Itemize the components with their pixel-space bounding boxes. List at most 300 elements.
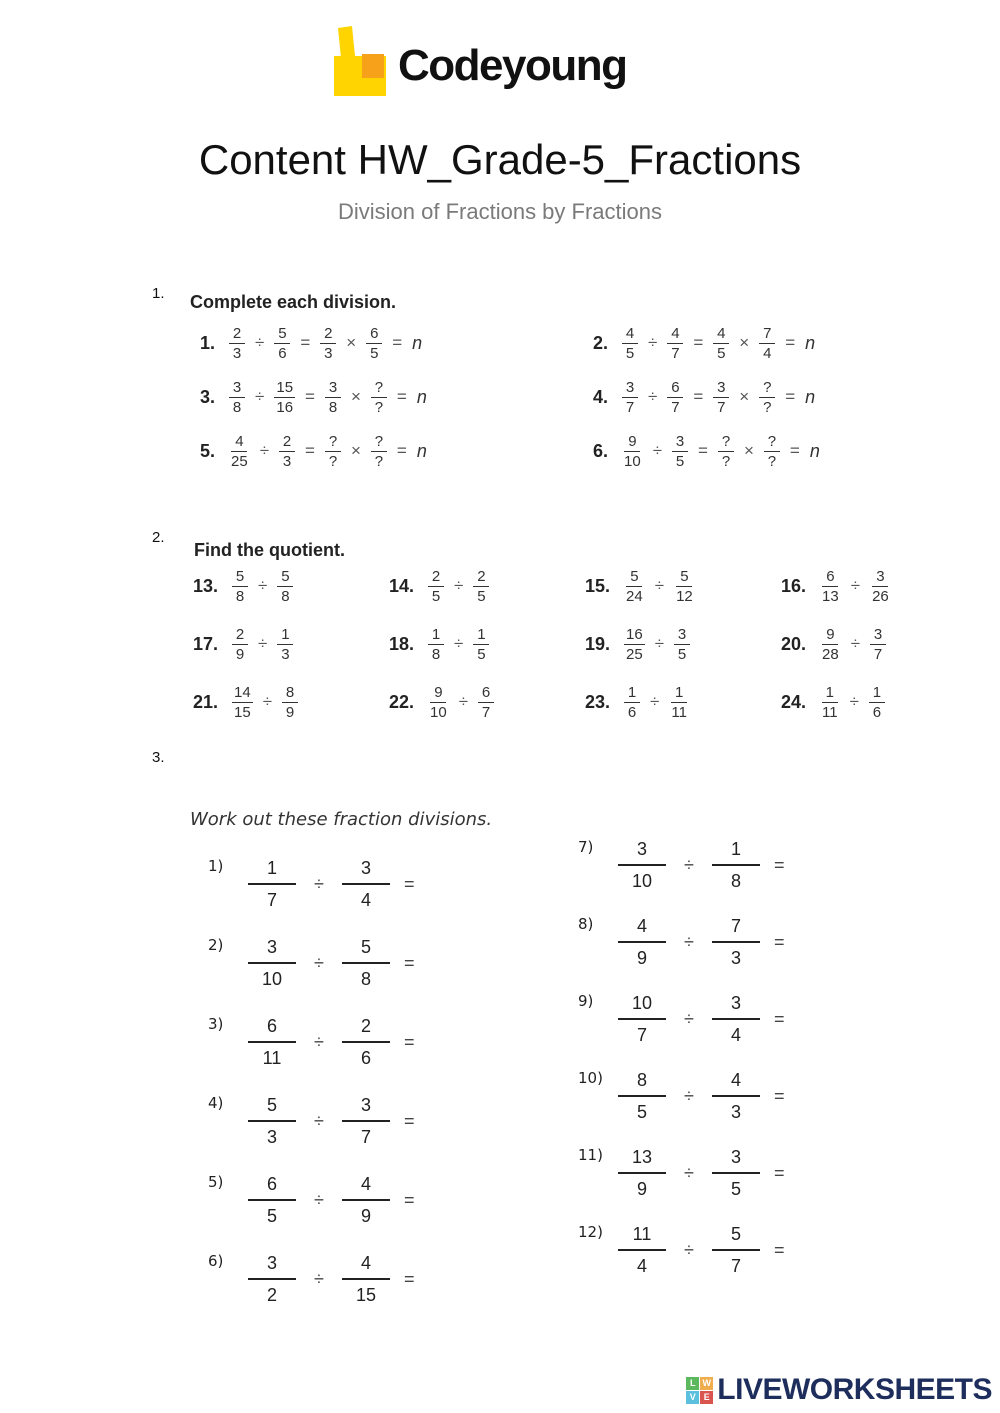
operator-equals: = xyxy=(774,854,785,875)
problem-number: 4. xyxy=(593,386,609,407)
numerator: 13 xyxy=(618,1148,666,1174)
fraction xyxy=(428,685,449,720)
numerator: ? xyxy=(371,380,387,398)
fraction xyxy=(366,326,382,361)
operator-divide: ÷ xyxy=(255,333,265,352)
denominator: 13 xyxy=(822,587,839,605)
denominator: 8 xyxy=(431,645,441,663)
denominator: 5 xyxy=(675,452,685,470)
fraction xyxy=(371,380,387,415)
operator-divide: ÷ xyxy=(258,634,268,653)
fraction xyxy=(248,1017,296,1067)
problem-row xyxy=(193,680,389,724)
fraction xyxy=(248,1175,296,1225)
denominator: 8 xyxy=(232,398,242,416)
numerator: 3 xyxy=(872,569,888,587)
numerator: 9 xyxy=(822,627,838,645)
denominator: 28 xyxy=(822,645,839,663)
numerator: 3 xyxy=(674,627,690,645)
operator-divide: ÷ xyxy=(684,931,694,952)
answer-variable: n xyxy=(416,386,427,407)
brand-name: Codeyoung xyxy=(398,41,627,90)
fraction xyxy=(712,917,760,967)
fraction xyxy=(618,840,666,890)
denominator: 4 xyxy=(360,890,371,910)
denominator: 5 xyxy=(636,1102,647,1122)
numerator: ? xyxy=(718,434,734,452)
denominator: 8 xyxy=(328,398,338,416)
denominator: 9 xyxy=(235,645,245,663)
numerator: 4 xyxy=(667,326,683,344)
fraction xyxy=(622,380,638,415)
operator-divide: ÷ xyxy=(684,1085,694,1106)
problem-number: 19. xyxy=(585,633,611,654)
fraction xyxy=(232,569,248,604)
numerator: 8 xyxy=(282,685,298,703)
fraction xyxy=(342,1175,390,1225)
page-title: Content HW_Grade-5_Fractions xyxy=(198,136,802,183)
operator-divide: ÷ xyxy=(648,333,658,352)
denominator: 15 xyxy=(234,703,251,721)
numerator: 6 xyxy=(366,326,382,344)
answer-variable: n xyxy=(805,386,816,407)
question-3-heading: Work out these fraction divisions. xyxy=(190,809,493,830)
numerator: ? xyxy=(371,434,387,452)
fraction xyxy=(672,434,688,469)
numerator: 5 xyxy=(712,1225,760,1251)
fraction xyxy=(277,627,293,662)
operator-equals: = xyxy=(396,387,407,406)
liveworksheets-text: LIVEWORKSHEETS xyxy=(717,1373,992,1406)
operator-times: × xyxy=(346,333,357,352)
numerator: 3 xyxy=(713,380,729,398)
problem-row xyxy=(200,321,427,365)
question-3-left-column xyxy=(208,851,415,1325)
problem-number: 23. xyxy=(585,691,611,712)
denominator: ? xyxy=(374,398,384,416)
fraction xyxy=(229,326,245,361)
denominator: 5 xyxy=(266,1206,277,1226)
problem-number: 12) xyxy=(578,1223,603,1241)
question-3-right-column xyxy=(578,832,785,1294)
denominator: 3 xyxy=(266,1127,277,1147)
fraction xyxy=(618,917,666,967)
denominator: 7 xyxy=(730,1256,741,1276)
numerator: 4 xyxy=(342,1175,390,1201)
fraction xyxy=(712,1148,760,1198)
problem-number: 18. xyxy=(389,633,415,654)
fraction xyxy=(248,1254,296,1304)
numerator: 1 xyxy=(624,685,640,703)
fraction xyxy=(712,840,760,890)
numerator: 6 xyxy=(248,1175,296,1201)
operator-times: × xyxy=(350,387,361,406)
fraction xyxy=(869,685,885,720)
denominator: 4 xyxy=(763,344,772,362)
problem-number: 13. xyxy=(193,575,219,596)
operator-equals: = xyxy=(774,1239,785,1260)
numerator: 3 xyxy=(712,994,760,1020)
fraction xyxy=(282,685,298,720)
denominator: 8 xyxy=(360,969,371,989)
problem-row xyxy=(578,1140,785,1206)
fraction xyxy=(473,627,489,662)
fraction xyxy=(248,859,296,909)
denominator: 3 xyxy=(730,1102,741,1122)
numerator: 1 xyxy=(822,685,838,703)
answer-variable: n xyxy=(416,440,427,461)
fraction xyxy=(713,380,729,415)
operator-equals: = xyxy=(404,1189,415,1210)
numerator: 1 xyxy=(473,627,489,645)
operator-divide: ÷ xyxy=(654,576,665,595)
operator-divide: ÷ xyxy=(652,441,663,460)
fraction xyxy=(870,627,886,662)
problem-row xyxy=(208,1088,415,1154)
problem-row xyxy=(208,851,415,917)
fraction xyxy=(713,326,729,361)
operator-equals: = xyxy=(789,441,800,460)
denominator: 5 xyxy=(625,344,635,362)
problem-row xyxy=(208,1009,415,1075)
denominator: ? xyxy=(328,452,338,470)
fraction xyxy=(820,685,840,720)
denominator: 10 xyxy=(624,452,641,470)
problem-number: 4) xyxy=(208,1094,224,1112)
problem-number: 10) xyxy=(578,1069,603,1087)
operator-divide: ÷ xyxy=(314,1189,324,1210)
question-1-left-column xyxy=(200,321,427,483)
problem-row xyxy=(578,1217,785,1283)
problem-row xyxy=(585,622,781,666)
operator-divide: ÷ xyxy=(314,1031,324,1052)
operator-divide: ÷ xyxy=(314,1268,324,1289)
codeyoung-logo-mark xyxy=(332,26,388,98)
numerator: 3 xyxy=(229,380,245,398)
fraction xyxy=(325,434,341,469)
fraction xyxy=(229,434,250,469)
fraction xyxy=(320,326,336,361)
numerator: 9 xyxy=(430,685,446,703)
operator-divide: ÷ xyxy=(255,387,265,406)
operator-divide: ÷ xyxy=(850,576,861,595)
numerator: 2 xyxy=(232,627,248,645)
denominator: 4 xyxy=(730,1025,741,1045)
problem-number: 2) xyxy=(208,936,224,954)
denominator: 3 xyxy=(281,645,290,663)
numerator: 5 xyxy=(274,326,290,344)
denominator: 25 xyxy=(626,645,643,663)
numerator: ? xyxy=(325,434,341,452)
denominator: 11 xyxy=(822,703,838,721)
denominator: ? xyxy=(767,452,777,470)
denominator: 7 xyxy=(360,1127,371,1147)
problem-row xyxy=(193,564,389,608)
numerator: 3 xyxy=(672,434,688,452)
numerator: 3 xyxy=(870,627,886,645)
problem-row xyxy=(781,680,953,724)
numerator: 6 xyxy=(478,685,494,703)
fraction xyxy=(759,326,775,361)
fraction xyxy=(248,1096,296,1146)
fraction xyxy=(718,434,734,469)
numerator: 2 xyxy=(342,1017,390,1043)
operator-equals: = xyxy=(693,333,704,352)
denominator: 10 xyxy=(631,871,653,891)
fraction xyxy=(342,1017,390,1067)
numerator: 1 xyxy=(869,685,885,703)
denominator: 6 xyxy=(278,344,287,362)
question-1-heading: Complete each division. xyxy=(190,292,397,312)
problem-number: 24. xyxy=(781,691,807,712)
operator-equals: = xyxy=(404,952,415,973)
problem-row xyxy=(578,1063,785,1129)
problem-number: 3. xyxy=(200,386,216,407)
question-3-label: 3. xyxy=(152,749,165,766)
problem-number: 14. xyxy=(389,575,415,596)
fraction xyxy=(274,380,295,415)
numerator: 10 xyxy=(618,994,666,1020)
denominator: 5 xyxy=(370,344,379,362)
operator-equals: = xyxy=(785,387,796,406)
operator-divide: ÷ xyxy=(262,692,273,711)
denominator: 3 xyxy=(282,452,292,470)
numerator: 5 xyxy=(232,569,248,587)
denominator: 7 xyxy=(636,1025,647,1045)
operator-divide: ÷ xyxy=(650,692,660,711)
numerator: 5 xyxy=(676,569,692,587)
numerator: 3 xyxy=(342,859,390,885)
fraction xyxy=(618,1148,666,1198)
numerator: 14 xyxy=(234,683,251,701)
denominator: 11 xyxy=(671,703,687,721)
denominator: 3 xyxy=(730,948,741,968)
fraction xyxy=(618,1225,666,1275)
operator-equals: = xyxy=(305,441,315,460)
problem-number: 11) xyxy=(578,1146,603,1164)
operator-equals: = xyxy=(774,1162,785,1183)
denominator: 4 xyxy=(636,1256,647,1276)
operator-equals: = xyxy=(774,1008,785,1029)
numerator: 4 xyxy=(342,1254,390,1280)
numerator: 2 xyxy=(320,326,336,344)
fraction xyxy=(248,938,296,988)
fraction xyxy=(712,994,760,1044)
fraction xyxy=(428,627,444,662)
numerator: 7 xyxy=(759,326,775,344)
numerator: 6 xyxy=(667,380,683,398)
numerator: 5 xyxy=(277,569,293,587)
operator-divide: ÷ xyxy=(454,576,464,595)
operator-times: × xyxy=(739,333,750,352)
numerator: 15 xyxy=(276,378,294,396)
denominator: 24 xyxy=(626,587,643,605)
operator-divide: ÷ xyxy=(314,873,324,894)
problem-row xyxy=(389,564,585,608)
problem-number: 2. xyxy=(593,332,609,353)
numerator: 2 xyxy=(473,569,489,587)
denominator: 9 xyxy=(636,948,647,968)
fraction xyxy=(371,434,387,469)
numerator: 4 xyxy=(618,917,666,943)
question-2-label: 2. xyxy=(152,529,165,546)
problem-row xyxy=(208,930,415,996)
fraction xyxy=(624,569,645,604)
fraction xyxy=(624,685,640,720)
denominator: 7 xyxy=(873,645,883,663)
fraction xyxy=(232,685,253,720)
fraction xyxy=(712,1071,760,1121)
numerator: 6 xyxy=(822,569,838,587)
numerator: 4 xyxy=(231,434,247,452)
fraction xyxy=(279,434,295,469)
operator-divide: ÷ xyxy=(454,634,464,653)
fraction xyxy=(618,1071,666,1121)
operator-divide: ÷ xyxy=(684,854,694,875)
numerator: 5 xyxy=(342,938,390,964)
operator-divide: ÷ xyxy=(850,634,861,653)
operator-equals: = xyxy=(785,333,796,352)
fraction xyxy=(478,685,494,720)
problem-row xyxy=(193,622,389,666)
numerator: 3 xyxy=(248,1254,296,1280)
problem-number: 22. xyxy=(389,691,415,712)
operator-equals: = xyxy=(774,1085,785,1106)
operator-divide: ÷ xyxy=(314,952,324,973)
operator-divide: ÷ xyxy=(259,441,270,460)
operator-times: × xyxy=(350,441,361,460)
fraction xyxy=(870,569,891,604)
numerator: 1 xyxy=(712,840,760,866)
numerator: 9 xyxy=(624,434,640,452)
denominator: 8 xyxy=(730,871,741,891)
denominator: 5 xyxy=(730,1179,741,1199)
operator-divide: ÷ xyxy=(314,1110,324,1131)
numerator: ? xyxy=(759,380,775,398)
problem-number: 1) xyxy=(208,857,224,875)
fraction xyxy=(229,380,245,415)
problem-row xyxy=(578,832,785,898)
problem-row xyxy=(208,1246,415,1312)
denominator: 6 xyxy=(872,703,882,721)
fraction xyxy=(277,569,293,604)
problem-row xyxy=(389,680,585,724)
fraction xyxy=(712,1225,760,1275)
answer-variable: n xyxy=(412,332,423,353)
problem-number: 9) xyxy=(578,992,594,1010)
numerator: 16 xyxy=(626,625,643,643)
problem-row xyxy=(593,375,820,419)
fraction xyxy=(820,627,841,662)
liveworksheets-badge-icon: L W V E xyxy=(686,1377,713,1404)
fraction xyxy=(759,380,775,415)
numerator: 3 xyxy=(618,840,666,866)
operator-divide: ÷ xyxy=(648,387,658,406)
numerator: 11 xyxy=(618,1225,666,1251)
fraction xyxy=(667,380,683,415)
numerator: 1 xyxy=(428,627,444,645)
denominator: 10 xyxy=(261,969,283,989)
fraction xyxy=(764,434,780,469)
operator-equals: = xyxy=(404,1031,415,1052)
fraction xyxy=(274,326,290,361)
fraction xyxy=(232,627,248,662)
fraction xyxy=(622,434,643,469)
denominator: 3 xyxy=(324,344,333,362)
numerator: 2 xyxy=(428,569,444,587)
problem-number: 21. xyxy=(193,691,219,712)
numerator: 1 xyxy=(671,685,687,703)
denominator: 6 xyxy=(360,1048,371,1068)
operator-equals: = xyxy=(300,333,311,352)
fraction xyxy=(428,569,444,604)
numerator: 2 xyxy=(229,326,245,344)
problem-number: 5) xyxy=(208,1173,224,1191)
fraction xyxy=(622,326,638,361)
fraction xyxy=(820,569,841,604)
numerator: 4 xyxy=(622,326,638,344)
numerator: 6 xyxy=(248,1017,296,1043)
problem-number: 1. xyxy=(200,332,216,353)
fraction xyxy=(342,1254,390,1304)
operator-equals: = xyxy=(392,333,403,352)
operator-equals: = xyxy=(404,1268,415,1289)
operator-equals: = xyxy=(404,1110,415,1131)
fraction xyxy=(342,859,390,909)
page-subtitle: Division of Fractions by Fractions xyxy=(338,199,662,224)
problem-number: 8) xyxy=(578,915,594,933)
denominator: 25 xyxy=(231,452,248,470)
denominator: 5 xyxy=(431,587,441,605)
problem-row xyxy=(781,622,953,666)
denominator: 7 xyxy=(481,703,491,721)
denominator: 8 xyxy=(235,587,245,605)
problem-number: 6) xyxy=(208,1252,224,1270)
fraction xyxy=(667,326,683,361)
fraction xyxy=(669,685,689,720)
operator-divide: ÷ xyxy=(684,1162,694,1183)
problem-row xyxy=(389,622,585,666)
operator-divide: ÷ xyxy=(684,1008,694,1029)
problem-number: 15. xyxy=(585,575,611,596)
problem-number: 20. xyxy=(781,633,807,654)
problem-row xyxy=(781,564,953,608)
denominator: 7 xyxy=(266,890,277,910)
answer-variable: n xyxy=(809,440,820,461)
operator-times: × xyxy=(739,387,750,406)
problem-number: 6. xyxy=(593,440,609,461)
problem-number: 17. xyxy=(193,633,219,654)
problem-number: 3) xyxy=(208,1015,224,1033)
operator-divide: ÷ xyxy=(458,692,469,711)
answer-variable: n xyxy=(805,332,816,353)
denominator: 15 xyxy=(355,1285,377,1305)
problem-row xyxy=(578,986,785,1052)
denominator: 11 xyxy=(262,1048,282,1068)
denominator: 6 xyxy=(627,703,637,721)
fraction xyxy=(342,1096,390,1146)
question-1-right-column xyxy=(593,321,820,483)
fraction xyxy=(342,938,390,988)
denominator: ? xyxy=(763,398,772,416)
numerator: 3 xyxy=(622,380,638,398)
numerator: 7 xyxy=(712,917,760,943)
problem-row xyxy=(208,1167,415,1233)
denominator: ? xyxy=(721,452,731,470)
denominator: 8 xyxy=(281,587,290,605)
numerator: 3 xyxy=(325,380,341,398)
liveworksheets-logo xyxy=(686,1373,992,1407)
